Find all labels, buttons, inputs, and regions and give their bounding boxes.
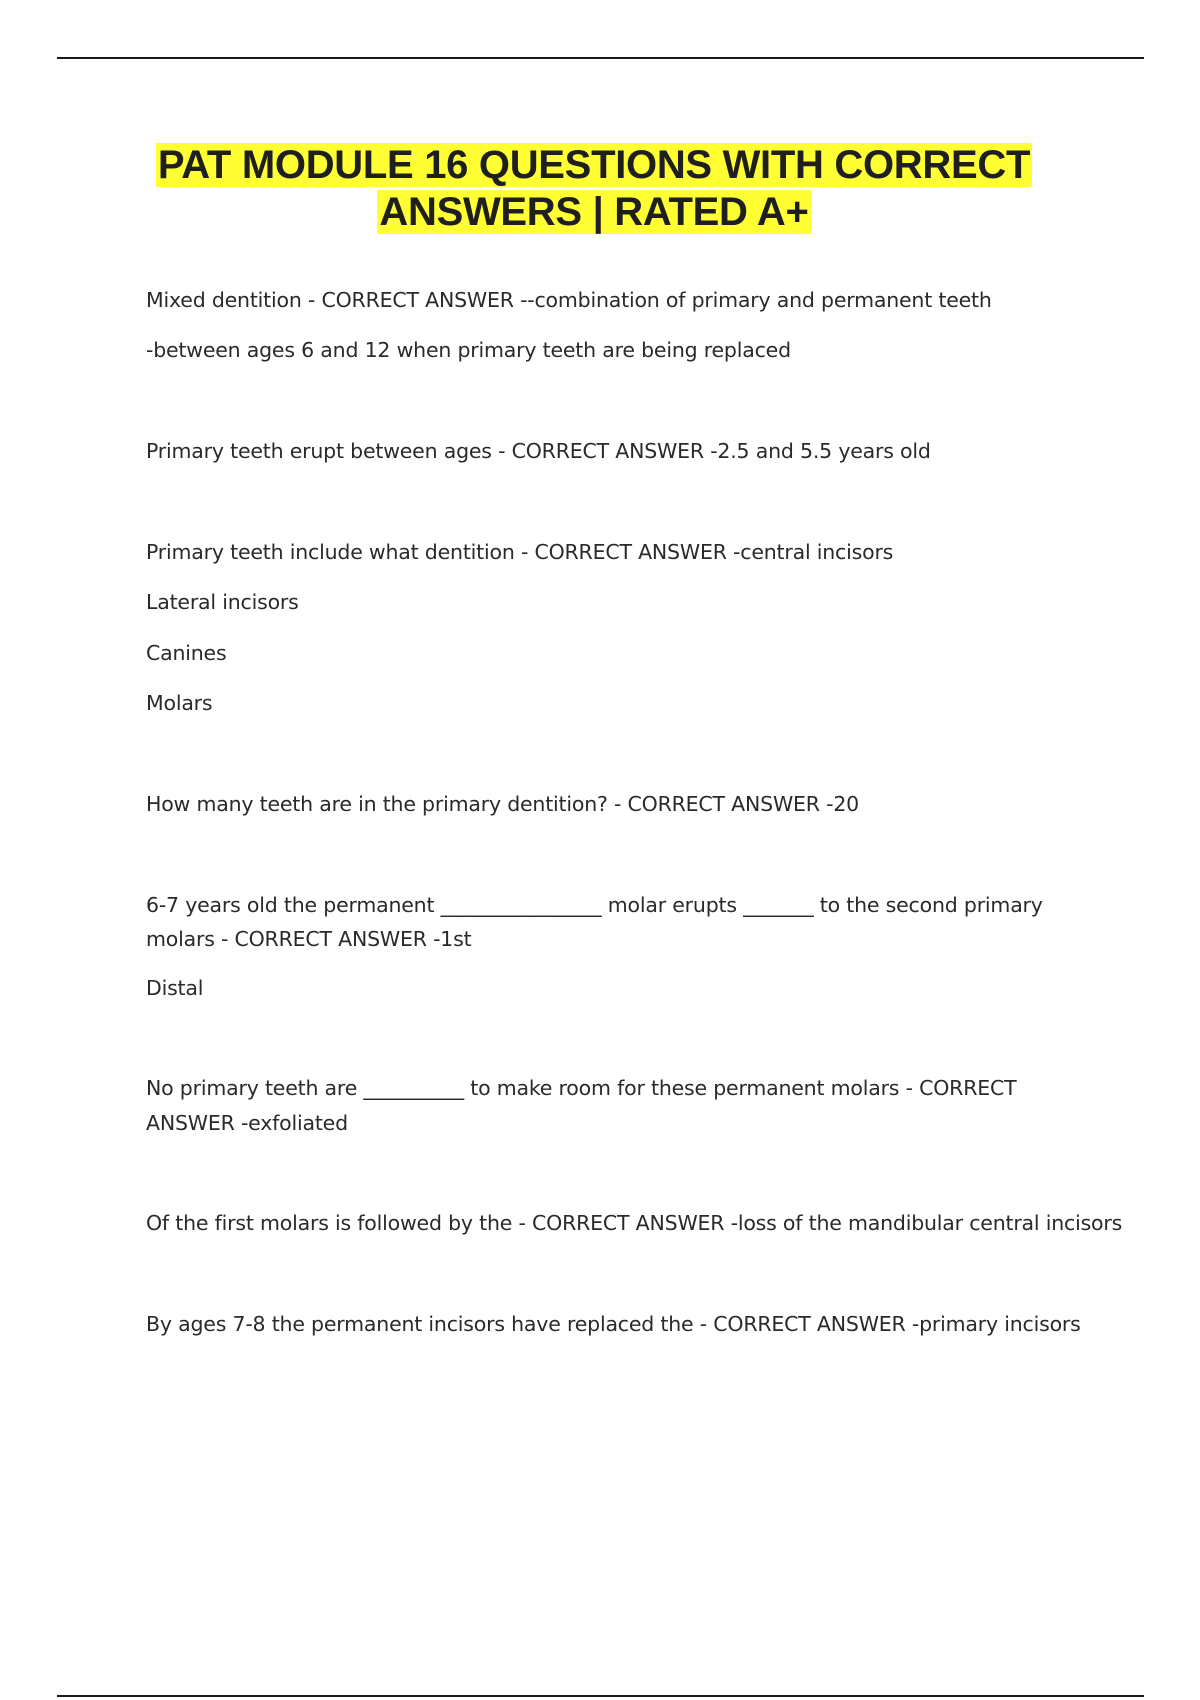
qa-line: No primary teeth are __________ to make room for these permanent molars - CORRECT	[146, 1076, 1017, 1100]
qa-line: Of the first molars is followed by the - CORRECT ANSWER -loss of the mandibular central incisors	[146, 1211, 1123, 1235]
qa-line: ANSWER -exfoliated	[146, 1111, 348, 1135]
title-line-2: ANSWERS | RATED A+	[379, 190, 809, 234]
qa-line: How many teeth are in the primary dentition? - CORRECT ANSWER -20	[146, 792, 860, 816]
top-rule	[57, 57, 1144, 59]
qa-line: molars - CORRECT ANSWER -1st	[146, 927, 472, 951]
qa-line: Mixed dentition - CORRECT ANSWER --combination of primary and permanent teeth	[146, 288, 992, 312]
qa-line: Canines	[146, 641, 227, 665]
bottom-rule	[57, 1695, 1144, 1697]
qa-line: 6-7 years old the permanent ________________ molar erupts _______ to the second primary	[146, 893, 1043, 917]
document-title	[0, 142, 1188, 236]
qa-line: Lateral incisors	[146, 590, 299, 614]
qa-line: Molars	[146, 691, 213, 715]
qa-line: Primary teeth erupt between ages - CORRECT ANSWER -2.5 and 5.5 years old	[146, 439, 931, 463]
title-line-1: PAT MODULE 16 QUESTIONS WITH CORRECT	[157, 143, 1031, 187]
qa-line: Primary teeth include what dentition - CORRECT ANSWER -central incisors	[146, 540, 894, 564]
qa-line: Distal	[146, 976, 204, 1000]
qa-line: By ages 7-8 the permanent incisors have replaced the - CORRECT ANSWER -primary incisors	[146, 1312, 1081, 1336]
qa-line: -between ages 6 and 12 when primary teeth are being replaced	[146, 338, 791, 362]
